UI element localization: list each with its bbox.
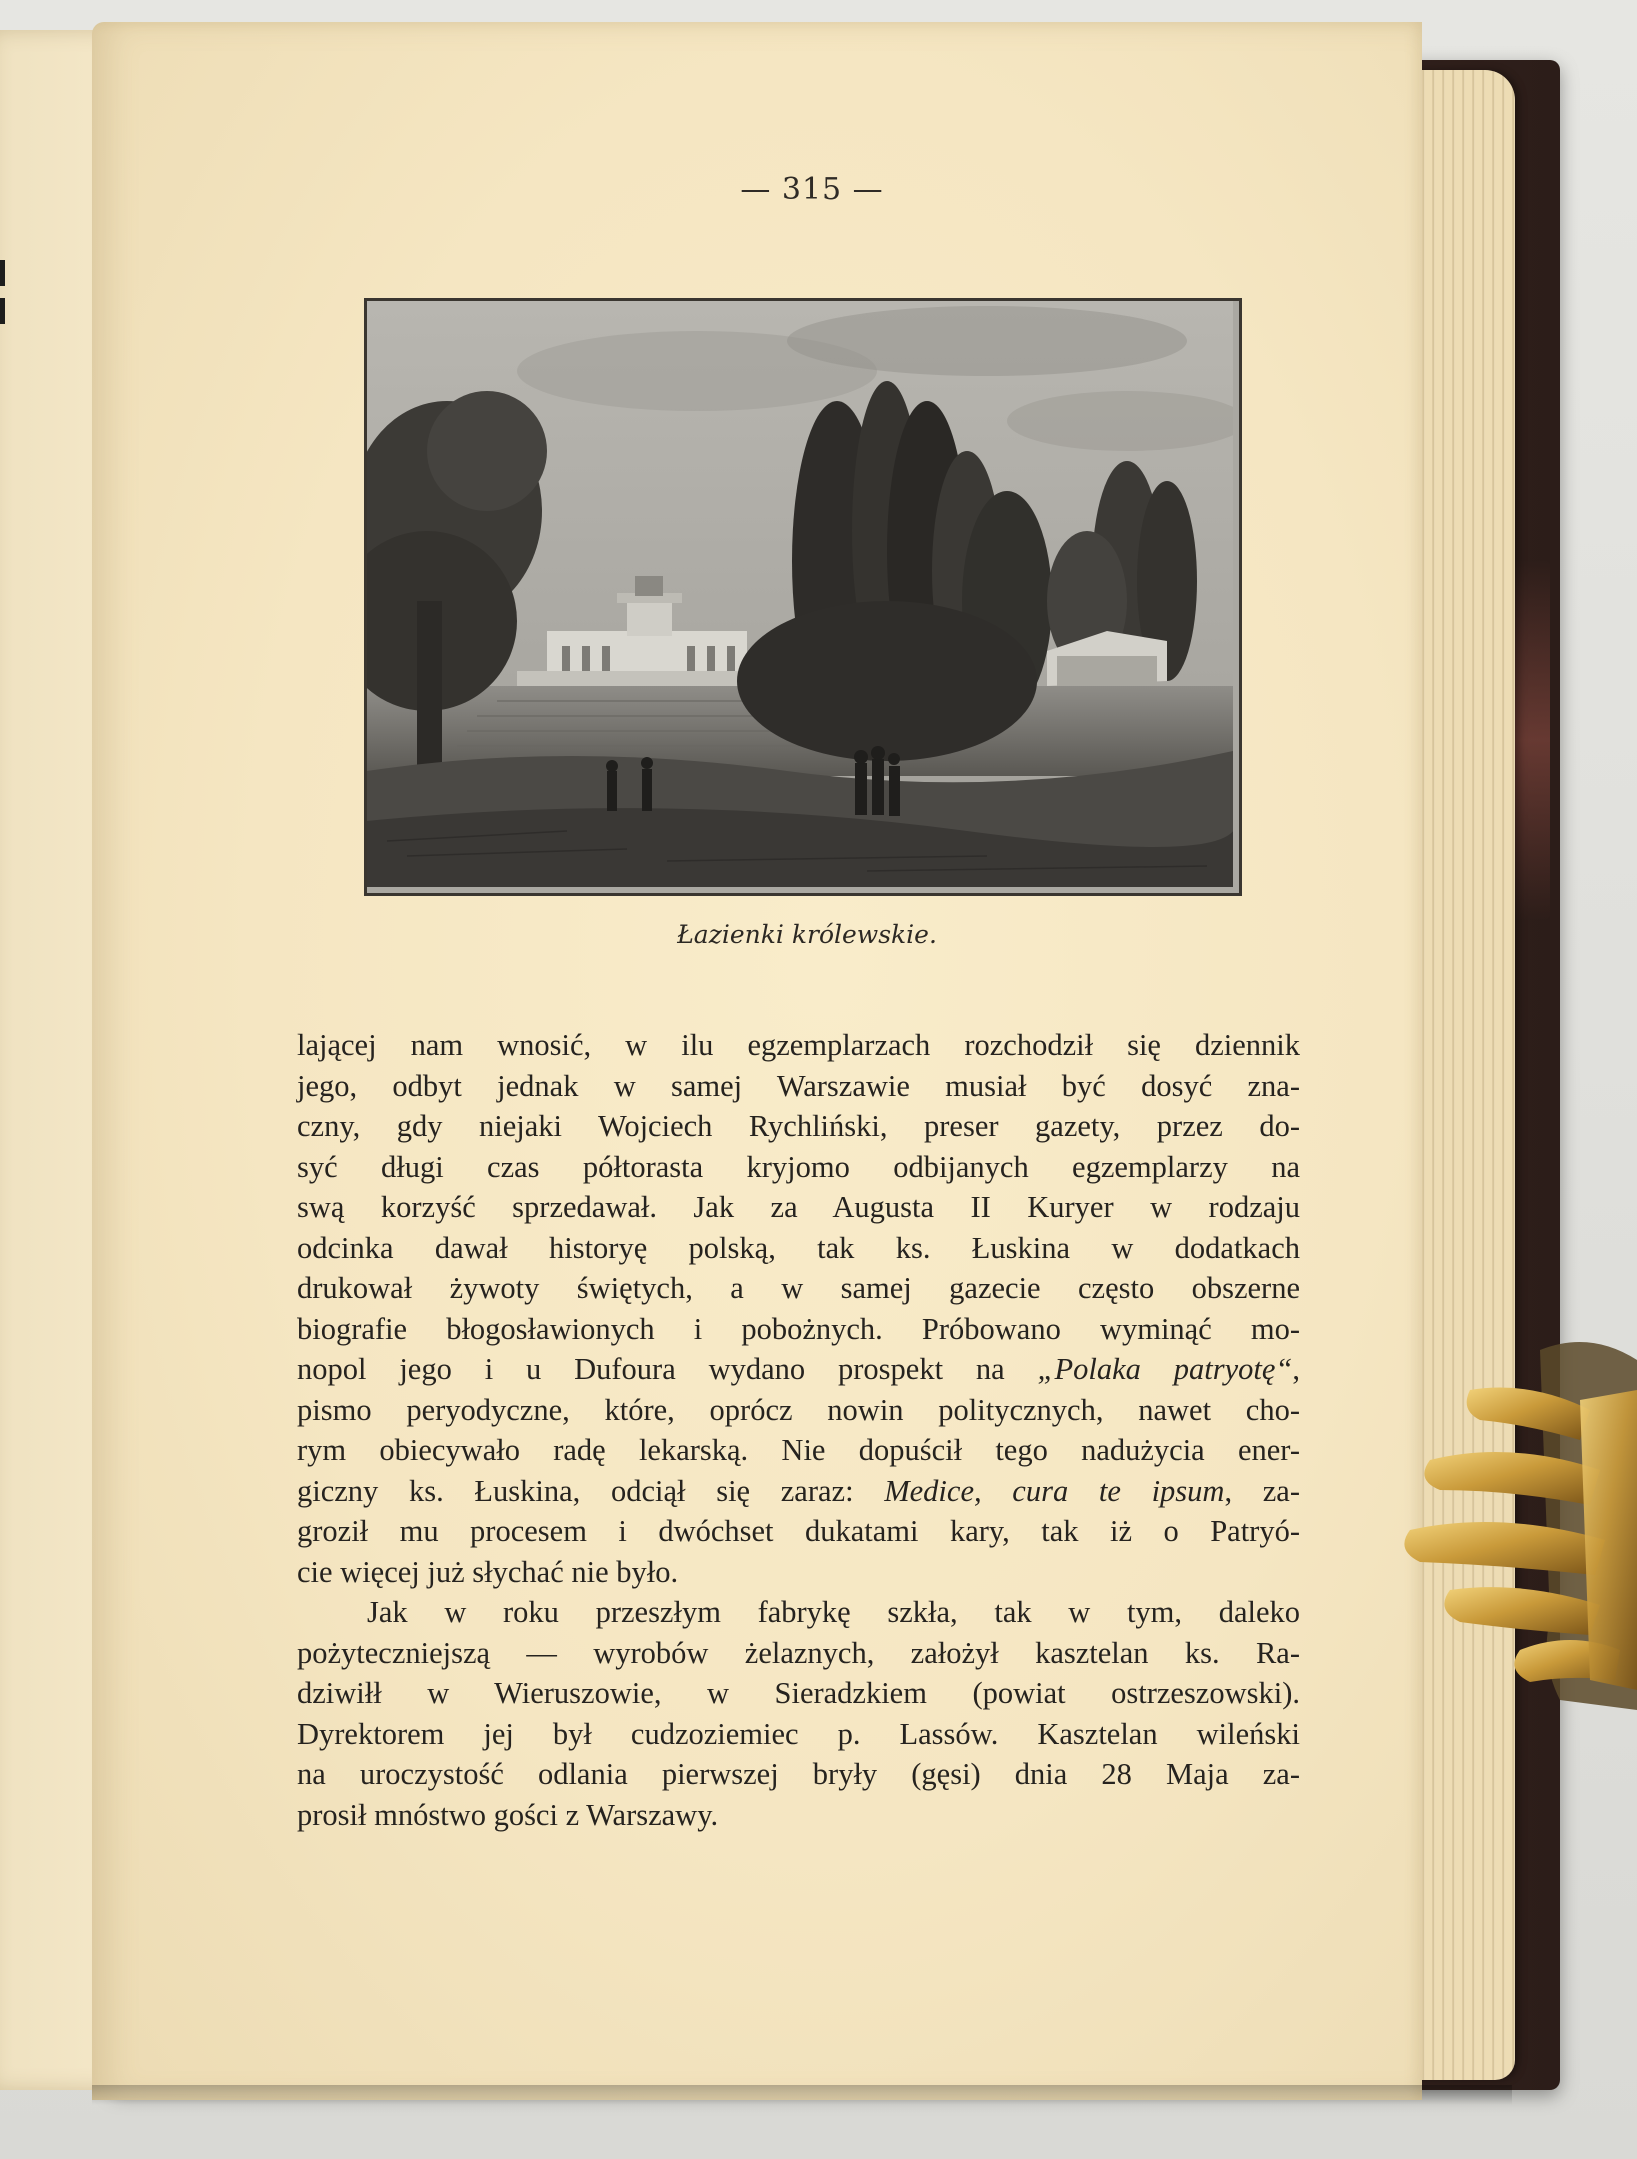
figure-caption: Łazienki królewskie.: [677, 920, 937, 949]
text-line: syć długi czas półtorasta kryjomo odbijanych egzemplarzy na: [297, 1149, 1300, 1184]
text-line: biografie błogosławionych i pobożnych. Próbowano wyminąć mo-: [297, 1311, 1300, 1346]
text-fragment: giczny ks. Łuskina, odciął się zaraz:: [297, 1473, 885, 1508]
text-fragment: ,: [1292, 1352, 1300, 1386]
brass-hand-bookmark: [1390, 1330, 1637, 1710]
right-page: [92, 22, 1422, 2100]
text-line: drukował żywoty świętych, a w samej gazecie często obszerne: [297, 1271, 1300, 1305]
text-line: dziwiłł w Wieruszowie, w Sieradzkiem (powiat ostrzeszowski).: [297, 1676, 1300, 1710]
text-line: pismo peryodyczne, które, oprócz nowin politycznych, nawet cho-: [297, 1392, 1300, 1427]
left-page-marks: [0, 260, 8, 340]
text-line: jego, odbyt jednak w samej Warszawie musiał być dosyć zna-: [297, 1068, 1300, 1103]
text-line: lającej nam wnosić, w ilu egzemplarzach rozchodził się dziennik: [297, 1028, 1300, 1062]
text-line: na uroczystość odlania pierwszej bryły (gęsi) dnia 28 Maja za-: [297, 1757, 1300, 1791]
italic-title: „Polaka patryotę“: [1037, 1352, 1293, 1386]
page-bottom-shadow: [92, 2085, 1512, 2105]
text-line: [297, 1471, 1300, 1512]
text-line: odcinka dawał historyę polską, tak ks. Łuskina w dodatkach: [297, 1230, 1300, 1265]
text-fragment: nopol jego i u Dufoura wydano prospekt na: [297, 1352, 1038, 1386]
italic-quote: Medice, cura te ipsum: [884, 1473, 1225, 1508]
text-fragment: , za-: [1224, 1473, 1300, 1508]
text-line: [297, 1349, 1300, 1390]
text-line: Jak w roku przeszłym fabrykę szkła, tak w tym, daleko: [367, 1595, 1300, 1629]
body-text: [297, 1025, 1300, 1835]
engraving-illustration: [364, 298, 1242, 896]
page-number: — 315 —: [740, 172, 884, 207]
text-line: groził mu procesem i dwóchset dukatami kary, tak iż o Patryó-: [297, 1514, 1300, 1548]
text-line: pożyteczniejszą — wyrobów żelaznych, założył kasztelan ks. Ra-: [297, 1635, 1300, 1670]
cover-wear-mark: [1510, 560, 1550, 920]
text-line: swą korzyść sprzedawał. Jak za Augusta II Kuryer w rodzaju: [297, 1190, 1300, 1224]
text-line: czny, gdy niejaki Wojciech Rychliński, preser gazety, przez do-: [297, 1109, 1300, 1143]
text-line: Dyrektorem jej był cudzoziemiec p. Lassów. Kasztelan wileński: [297, 1716, 1300, 1751]
text-line: prosił mnóstwo gości z Warszawy.: [297, 1797, 719, 1832]
text-line: cie więcej już słychać nie było.: [297, 1554, 679, 1589]
text-line: rym obiecywało radę lekarską. Nie dopuścił tego nadużycia ener-: [297, 1433, 1300, 1467]
